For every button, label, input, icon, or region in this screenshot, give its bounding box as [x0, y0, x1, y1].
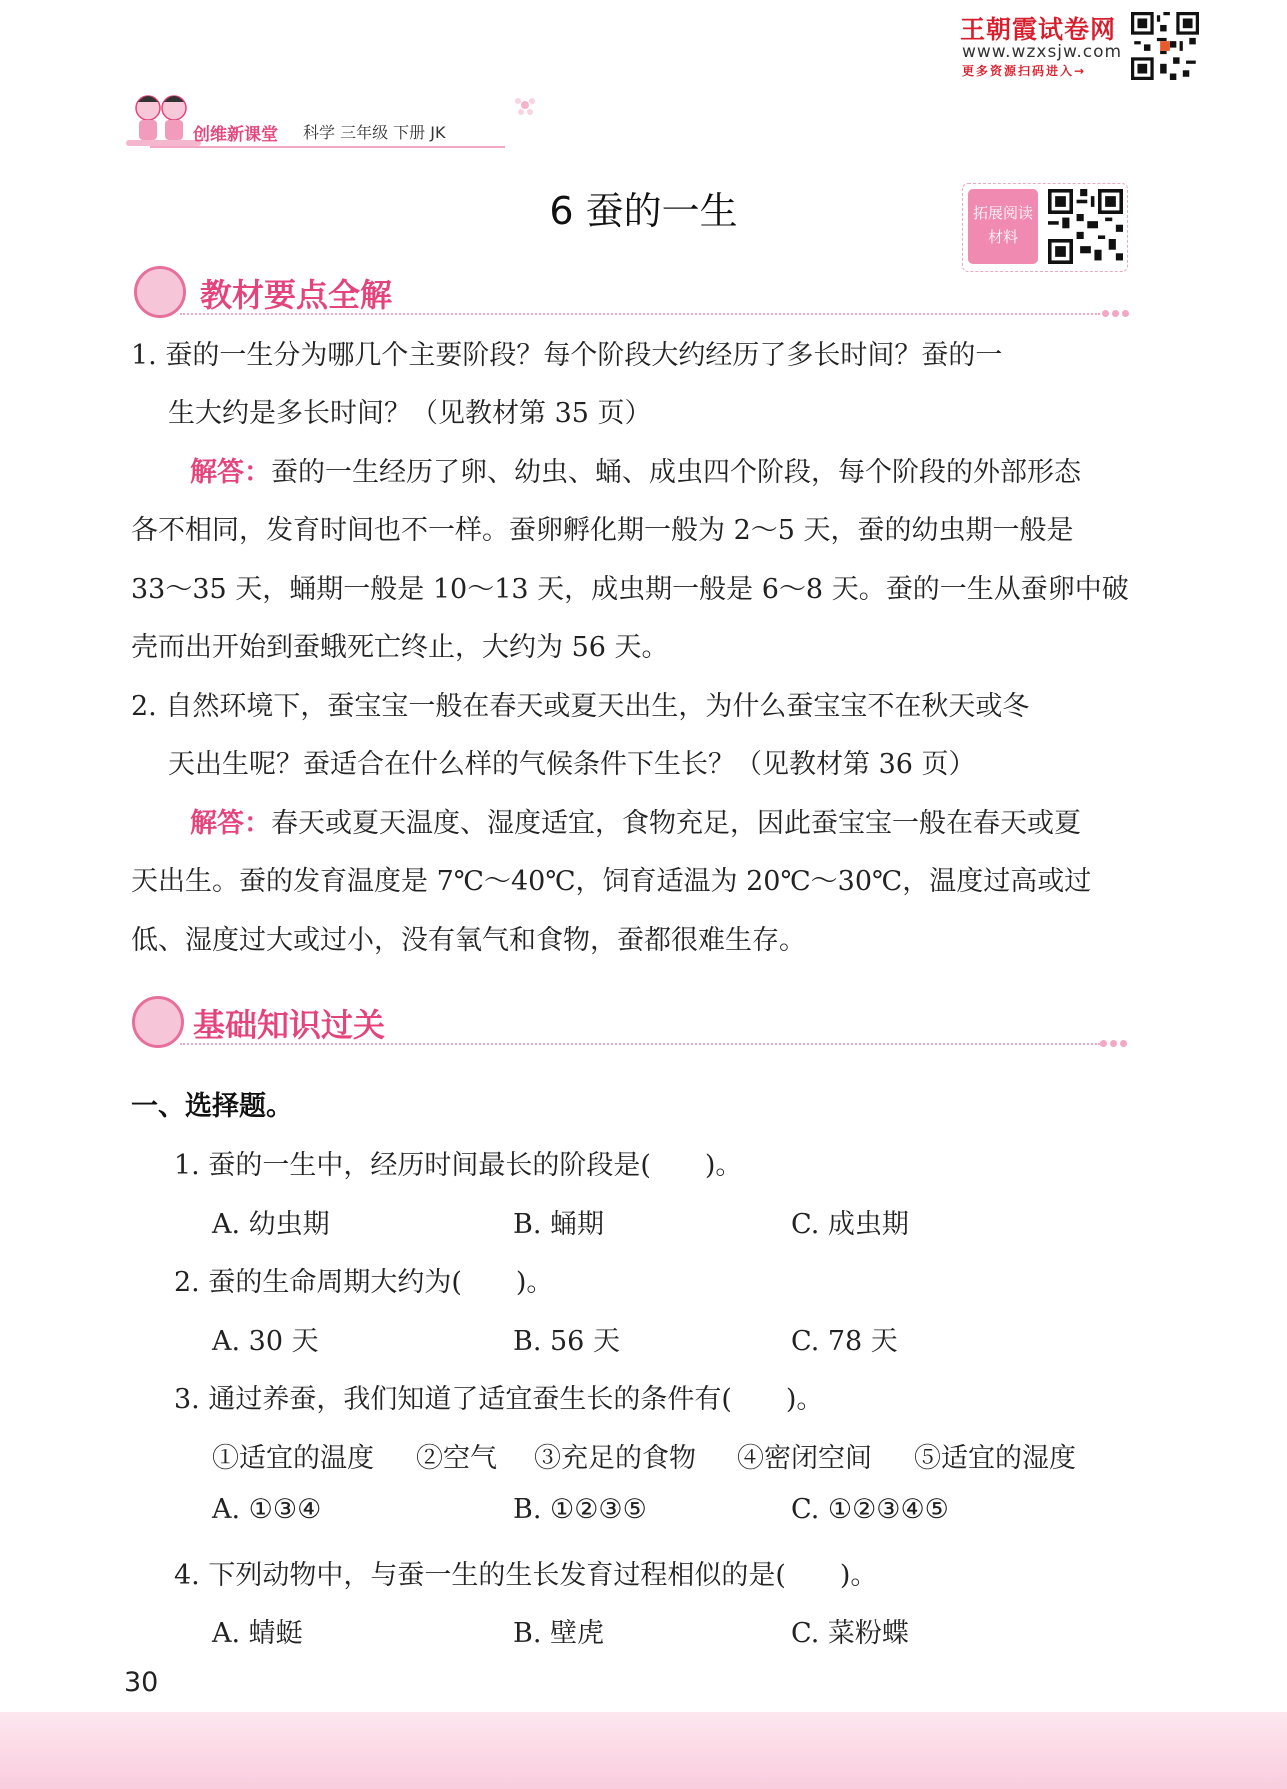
q1-line1: 1. 蚕的一生分为哪几个主要阶段？每个阶段大约经历了多长时间？蚕的一: [131, 340, 1003, 371]
q1-answer-line1: [190, 444, 1081, 502]
extended-reading-label-line1: 拓展阅读: [972, 204, 1033, 222]
q2-line2: 天出生呢？蚕适合在什么样的气候条件下生长？（见教材第 36 页）: [168, 749, 976, 780]
mc-q3-option-c[interactable]: C. ①②③④⑤: [791, 1494, 949, 1525]
q1-answer-line4: 壳而出开始到蚕蛾死亡终止，大约为 56 天。: [131, 632, 669, 663]
q1-answer-label: 解答：: [190, 457, 271, 488]
mc-q3-condition-1: ①适宜的温度: [212, 1443, 374, 1474]
mc-q1-option-b[interactable]: B. 蛹期: [513, 1209, 605, 1240]
mc-q3-option-a[interactable]: A. ①③④: [212, 1494, 322, 1525]
flower-decoration-icon: [512, 93, 538, 117]
section1-title: 教材要点全解: [200, 276, 393, 314]
q2-answer-text1: 春天或夏天温度、湿度适宜，食物充足，因此蚕宝宝一般在春天或夏: [271, 808, 1081, 839]
section1-badge-icon: [134, 266, 186, 318]
header-divider: [150, 146, 505, 148]
watermark-subtitle: 更多资源扫码进入→: [962, 64, 1087, 78]
q2-line1: 2. 自然环境下，蚕宝宝一般在春天或夏天出生，为什么蚕宝宝不在秋天或冬: [131, 691, 1030, 722]
q2-answer-label: 解答：: [190, 808, 271, 839]
mc-q4-option-b[interactable]: B. 壁虎: [513, 1618, 605, 1649]
section1-dots-decoration: [1102, 302, 1132, 321]
mc-q1-option-c[interactable]: C. 成虫期: [791, 1209, 909, 1240]
section2-rule: [180, 1043, 1100, 1045]
extended-reading-qr-code-icon[interactable]: [1048, 189, 1123, 264]
extended-reading-label: [968, 189, 1038, 264]
mc-q1-option-a[interactable]: A. 幼虫期: [212, 1209, 330, 1240]
mc-q4-option-c[interactable]: C. 菜粉蝶: [791, 1618, 909, 1649]
section2-title: 基础知识过关: [193, 1006, 386, 1044]
extended-reading-label-line2: 材料: [987, 228, 1018, 246]
mc-q1-stem: 1. 蚕的一生中，经历时间最长的阶段是( )。: [174, 1150, 743, 1181]
mc-q3-option-b[interactable]: B. ①②③⑤: [513, 1494, 647, 1525]
q2-answer-line2: 天出生。蚕的发育温度是 7℃～40℃，饲育适温为 20℃～30℃，温度过高或过: [131, 866, 1092, 897]
chapter-title: 6 蚕的一生: [549, 189, 738, 233]
mc-q3-condition-2: ②空气: [416, 1443, 497, 1474]
footer-band: [0, 1712, 1287, 1789]
cartoon-kids-icon: [126, 90, 201, 152]
section1-rule: [180, 313, 1100, 315]
q1-answer-text1: 蚕的一生经历了卵、幼虫、蛹、成虫四个阶段，每个阶段的外部形态: [271, 457, 1081, 488]
mc-q2-stem: 2. 蚕的生命周期大约为( )。: [174, 1267, 554, 1298]
section2-badge-icon: [132, 996, 184, 1048]
q2-answer-line1: [190, 795, 1081, 853]
mc-q3-stem: 3. 通过养蚕，我们知道了适宜蚕生长的条件有( )。: [174, 1384, 824, 1415]
section2-dots-decoration: [1100, 1032, 1130, 1051]
mc-q3-condition-3: ③充足的食物: [534, 1443, 696, 1474]
mc-q3-condition-5: ⑤适宜的湿度: [914, 1443, 1076, 1474]
page-number: 30: [124, 1667, 159, 1698]
mc-q4-option-a[interactable]: A. 蜻蜓: [212, 1618, 303, 1649]
part-heading: 一、选择题。: [131, 1091, 293, 1122]
q1-answer-line2: 各不相同，发育时间也不一样。蚕卵孵化期一般为 2～5 天，蚕的幼虫期一般是: [131, 515, 1074, 546]
watermark-qr-code-icon[interactable]: [1131, 12, 1199, 80]
q1-answer-line3: 33～35 天，蛹期一般是 10～13 天，成虫期一般是 6～8 天。蚕的一生从蚕卵中破: [131, 574, 1129, 605]
mc-q2-option-c[interactable]: C. 78 天: [791, 1326, 898, 1357]
header-info: 科学 三年级 下册 JK: [303, 123, 446, 142]
mc-q3-condition-4: ④密闭空间: [737, 1443, 872, 1474]
q1-line2: 生大约是多长时间？（见教材第 35 页）: [168, 398, 652, 429]
watermark-title: 王朝霞试卷网: [960, 15, 1117, 44]
q2-answer-line3: 低、湿度过大或过小，没有氧气和食物，蚕都很难生存。: [131, 925, 806, 956]
header-brand: 创维新课堂: [193, 125, 278, 145]
mc-q4-stem: 4. 下列动物中，与蚕一生的生长发育过程相似的是( )。: [174, 1560, 878, 1591]
watermark-url: www.wzxsjw.com: [962, 42, 1123, 62]
mc-q2-option-b[interactable]: B. 56 天: [513, 1326, 620, 1357]
mc-q2-option-a[interactable]: A. 30 天: [212, 1326, 319, 1357]
